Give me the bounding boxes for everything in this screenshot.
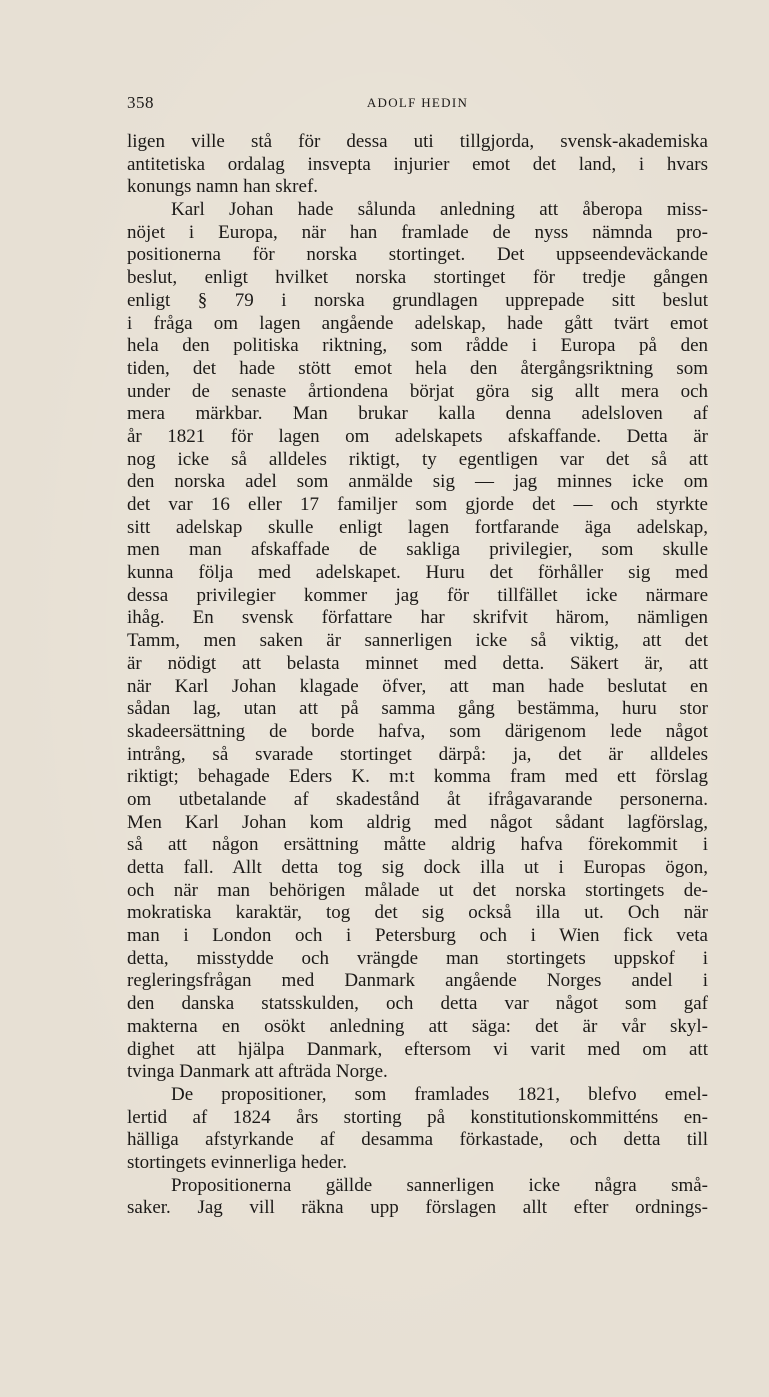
text-line: tvinga Danmark att afträda Norge.: [127, 1061, 388, 1083]
text-line: detta fall. Allt detta tog sig dock illa ut i Europas ögon,: [127, 857, 708, 878]
text-line: hälliga afstyrkande af desamma förkastade, och detta till: [127, 1129, 708, 1151]
text-line: dighet att hjälpa Danmark, eftersom vi varit med om att: [127, 1038, 708, 1060]
text-line: enligt § 79 i norska grundlagen upprepade sitt beslut: [127, 289, 708, 311]
text-line: mera märkbar. Man brukar kalla denna adelsloven af: [127, 403, 708, 425]
text-line: antitetiska ordalag insvepta injurier emot det land, i hvars: [127, 153, 708, 175]
text-line: nog icke så alldeles riktigt, ty egentligen var det så att: [127, 448, 708, 470]
text-line: under de senaste årtiondena börjat göra sig allt mera och: [127, 380, 708, 402]
text-line: när Karl Johan klagade öfver, att man hade beslutat en: [127, 675, 708, 697]
text-line: riktigt; behagade Eders K. m:t komma fram med ett förslag: [127, 766, 708, 788]
text-line: stortingets evinnerliga heder.: [127, 1151, 348, 1173]
text-line: hela den politiska riktning, som rådde i Europa på den: [127, 335, 708, 357]
text-line: och när man behörigen målade ut det norska stortingets de-: [127, 879, 708, 901]
text-line: Propositionerna gällde sannerligen icke några små-: [171, 1174, 708, 1196]
text-line: den danska statsskulden, och detta var något som gaf: [127, 993, 708, 1015]
text-line: om utbetalande af skadestånd åt ifrågavarande personerna.: [127, 788, 708, 810]
text-line: konungs namn han skref.: [127, 176, 319, 198]
text-line: den norska adel som anmälde sig — jag minnes icke om: [127, 471, 708, 493]
text-line: regleringsfrågan med Danmark angående Norges andel i: [127, 970, 708, 992]
text-line: intrång, så svarade stortinget därpå: ja, det är alldeles: [127, 743, 708, 765]
text-line: i fråga om lagen angående adelskap, hade gått tvärt emot: [127, 312, 708, 334]
text-line: skadeersättning de borde hafva, som därigenom lede något: [127, 720, 708, 742]
body-text: [127, 131, 708, 1220]
text-line: dessa privilegier kommer jag för tillfället icke närmare: [127, 584, 708, 606]
text-line: år 1821 för lagen om adelskapets afskaffande. Detta är: [127, 425, 708, 447]
text-line: tiden, det hade stött emot hela den återgångsriktning som: [127, 357, 708, 379]
text-line: De propositioner, som framlades 1821, blefvo emel-: [171, 1083, 708, 1105]
text-line: så att någon ersättning måtte aldrig hafva förekommit i: [127, 834, 708, 856]
text-line: Karl Johan hade sålunda anledning att åberopa miss-: [171, 199, 708, 221]
text-line: mokratiska karaktär, tog det sig också illa ut. Och när: [127, 902, 708, 924]
text-line: sitt adelskap skulle enligt lagen fortfarande äga adelskap,: [127, 516, 708, 538]
text-line: Men Karl Johan kom aldrig med något sådant lagförslag,: [127, 811, 708, 833]
text-line: kunna följa med adelskapet. Huru det förhåller sig med: [127, 562, 708, 584]
text-line: positionerna för norska stortinget. Det uppseendeväckande: [127, 244, 708, 266]
text-line: ligen ville stå för dessa uti tillgjorda, svensk-akademiska: [127, 131, 708, 152]
text-line: men man afskaffade de sakliga privilegier, som skulle: [127, 539, 708, 561]
text-line: det var 16 eller 17 familjer som gjorde det — och styrkte: [127, 494, 708, 515]
text-line: är nödigt att belasta minnet med detta. Säkert är, att: [127, 652, 708, 674]
text-line: lertid af 1824 års storting på konstitutionskommitténs en-: [127, 1106, 708, 1128]
text-line: detta, misstydde och vrängde man stortingets uppskof i: [127, 947, 708, 969]
text-line: beslut, enligt hvilket norska stortinget för tredje gången: [127, 267, 708, 289]
page-number: 358: [127, 93, 154, 112]
text-line: Tamm, men saken är sannerligen icke så viktig, att det: [127, 630, 708, 652]
text-line: nöjet i Europa, när han framlade de nyss nämnda pro-: [127, 221, 708, 243]
text-line: saker. Jag vill räkna upp förslagen allt efter ordnings-: [127, 1197, 708, 1219]
text-line: ihåg. En svensk författare har skrifvit härom, nämligen: [127, 607, 708, 629]
running-head: ADOLF HEDIN: [366, 95, 469, 110]
text-line: makterna en osökt anledning att säga: det är vår skyl-: [127, 1015, 708, 1037]
text-line: sådan lag, utan att på samma gång bestämma, huru stor: [127, 698, 708, 720]
page-header: [127, 93, 708, 115]
text-line: man i London och i Petersburg och i Wien fick veta: [127, 925, 708, 947]
